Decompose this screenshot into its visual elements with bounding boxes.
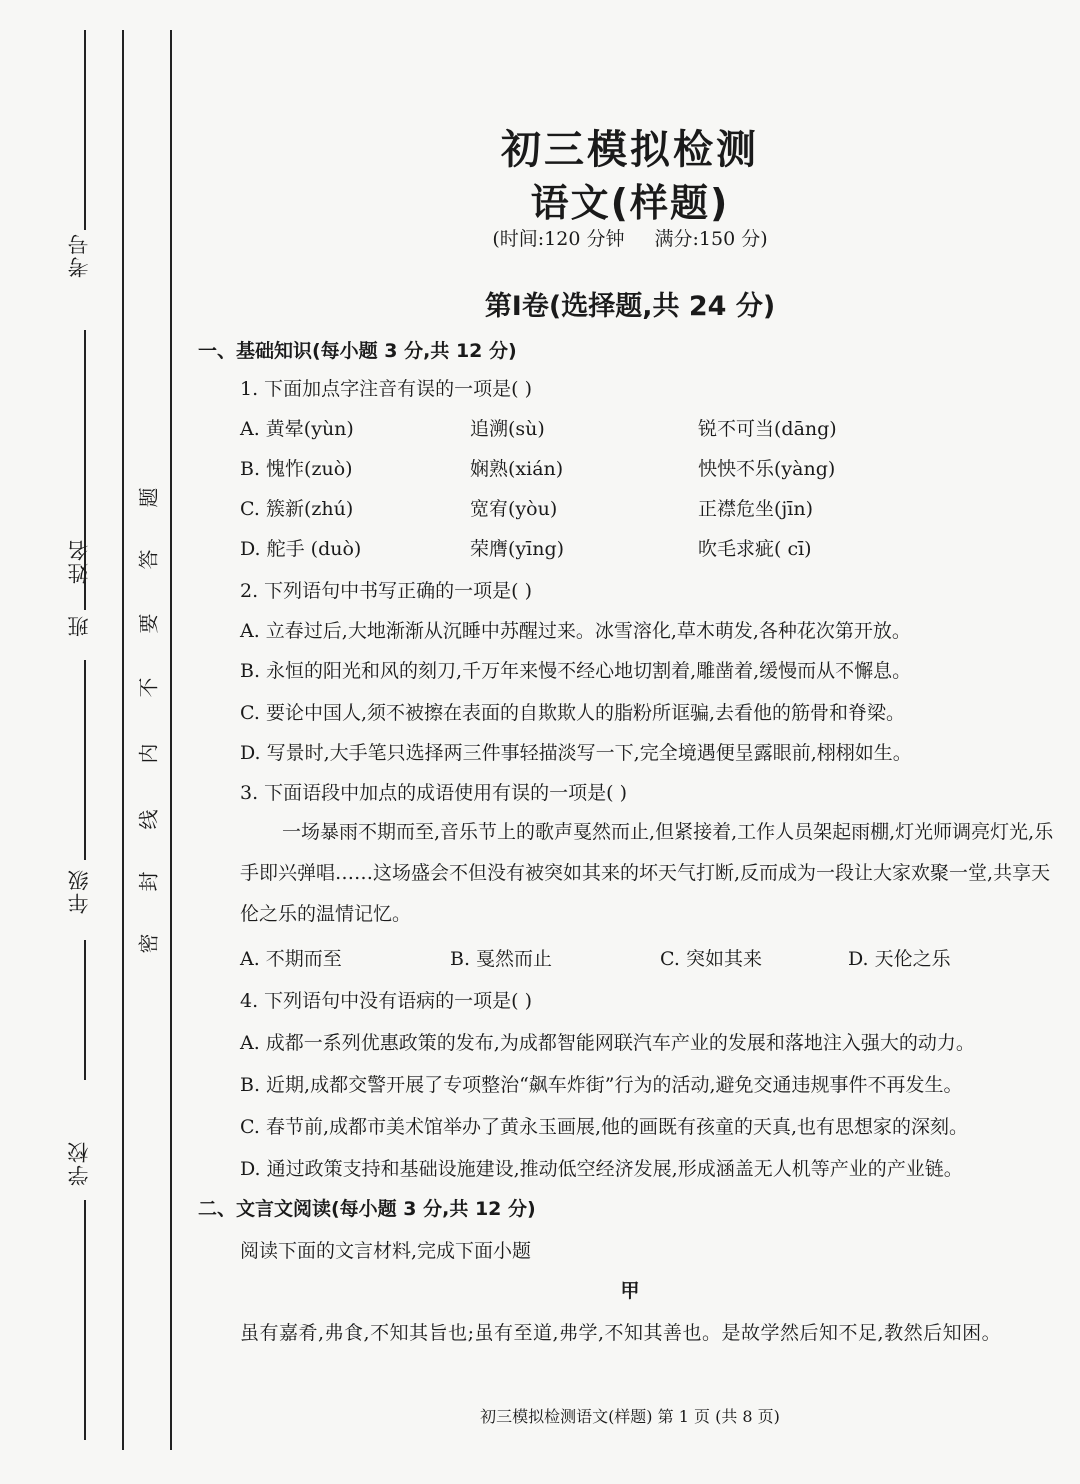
label-school: 学校: [67, 1140, 91, 1186]
option: B. 愧怍(zuò): [240, 458, 353, 480]
seal-char: 题: [136, 485, 161, 508]
option: D. 通过政策支持和基础设施建设,推动低空经济发展,形成涵盖无人机等产业的产业链。: [240, 1158, 963, 1180]
option: 怏怏不乐(yàng): [698, 458, 836, 480]
section-title: 二、文言文阅读(每小题 3 分,共 12 分): [198, 1198, 536, 1220]
seal-char: 线: [136, 807, 161, 830]
option: 荣膺(yīng): [470, 538, 565, 560]
option: D. 写景时,大手笔只选择两三件事轻描淡写一下,完全境遇便呈露眼前,栩栩如生。: [240, 742, 912, 764]
section-title: 一、基础知识(每小题 3 分,共 12 分): [198, 340, 517, 362]
seal-char: 答: [136, 547, 161, 570]
page-footer: 初三模拟检测语文(样题) 第 1 页 (共 8 页): [480, 1407, 780, 1426]
option: A. 成都一系列优惠政策的发布,为成都智能网联汽车产业的发展和落地注入强大的动力。: [240, 1032, 975, 1054]
seal-char: 密: [136, 931, 161, 954]
blank-exam-no: [84, 30, 86, 230]
label-name: 姓名: [67, 538, 91, 584]
option: C. 要论中国人,须不被擦在表面的自欺欺人的脂粉所诓骗,去看他的筋骨和脊梁。: [240, 702, 906, 724]
blank-name: [84, 660, 86, 860]
label-class: 班: [67, 614, 91, 637]
seal-char: 不: [136, 675, 161, 698]
option: 锐不可当(dāng): [698, 418, 837, 440]
label-exam-no: 考号: [67, 232, 91, 278]
passage-label: 甲: [620, 1280, 640, 1302]
classical-text: 虽有嘉肴,弗食,不知其旨也;虽有至道,弗学,不知其善也。是故学然后知不足,教然后知困。: [240, 1322, 1002, 1344]
exam-time: (时间:120 分钟: [492, 228, 625, 250]
question-stem: 1. 下面加点字注音有误的一项是( ): [240, 378, 533, 400]
option: B. 戛然而止: [450, 948, 553, 970]
question-stem: 3. 下面语段中加点的成语使用有误的一项是( ): [240, 782, 628, 804]
option: 追溯(sù): [470, 418, 545, 440]
exam-score: 满分:150 分): [654, 228, 768, 250]
seal-char: 封: [136, 869, 161, 892]
instruction: 阅读下面的文言材料,完成下面小题: [240, 1240, 532, 1262]
option: C. 春节前,成都市美术馆举办了黄永玉画展,他的画既有孩童的天真,也有思想家的深刻。: [240, 1116, 969, 1138]
label-grade: 年级: [67, 868, 91, 914]
option: C. 簇新(zhú): [240, 498, 354, 520]
option: A. 黄晕(yùn): [240, 418, 354, 440]
option: B. 近期,成都交警开展了专项整治“飙车炸街”行为的活动,避免交通违规事件不再发生。: [240, 1074, 963, 1096]
option: A. 不期而至: [240, 948, 342, 970]
option: 宽宥(yòu): [470, 498, 558, 520]
binding-line-inner: [170, 30, 172, 1450]
option: D. 舵手 (duò): [240, 538, 362, 560]
seal-char: 内: [136, 741, 161, 764]
option: 吹毛求疵( cī): [698, 538, 812, 560]
part-title: 第Ⅰ卷(选择题,共 24 分): [484, 291, 776, 322]
question-stem: 2. 下列语句中书写正确的一项是( ): [240, 580, 533, 602]
exam-meta: [240, 224, 1020, 251]
seal-char: 要: [136, 611, 161, 634]
option: 正襟危坐(jīn): [698, 498, 814, 520]
binding-line-outer: [122, 30, 124, 1450]
option: A. 立春过后,大地渐渐从沉睡中苏醒过来。冰雪溶化,草木萌发,各种花次第开放。: [240, 620, 911, 642]
exam-title: 初三模拟检测: [501, 127, 759, 173]
blank-grade: [84, 940, 86, 1080]
option: C. 突如其来: [660, 948, 762, 970]
passage: 一场暴雨不期而至,音乐节上的歌声戛然而止,但紧接着,工作人员架起雨棚,灯光师调亮灯光,乐手即兴弹唱……这场盛会不但没有被突如其来的坏天气打断,反而成为一段让大家欢聚一堂,共享天伦之乐的温情记忆。: [240, 821, 1054, 925]
exam-subtitle: 语文(样题): [530, 181, 730, 225]
blank-school: [84, 1200, 86, 1440]
option: 娴熟(xián): [470, 458, 564, 480]
question-stem: 4. 下列语句中没有语病的一项是( ): [240, 990, 533, 1012]
option: B. 永恒的阳光和风的刻刀,千万年来慢不经心地切割着,雕凿着,缓慢而从不懈息。: [240, 660, 912, 682]
option: D. 天伦之乐: [848, 948, 951, 970]
